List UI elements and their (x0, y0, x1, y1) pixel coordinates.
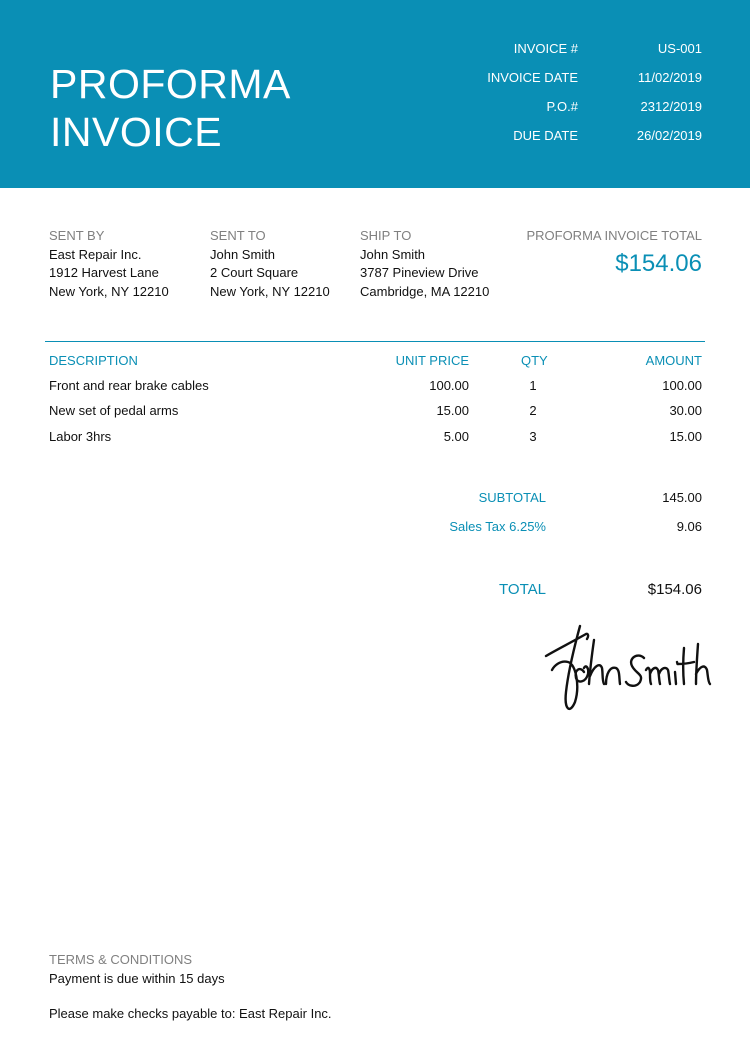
meta-value: 11/02/2019 (637, 70, 702, 85)
meta-due-date (0, 128, 750, 148)
sent-by-line-2: 1912 Harvest Lane (49, 265, 159, 280)
invoice-total-label: PROFORMA INVOICE TOTAL (526, 228, 702, 243)
total-label: TOTAL (499, 581, 546, 598)
sent-to-line-1: John Smith (210, 246, 276, 262)
subtotal-value: 145.00 (662, 490, 702, 505)
ship-to-line-2: 3787 Pineview Drive (360, 265, 479, 280)
invoice-total-amount: $154.06 (615, 249, 702, 277)
row-qty: 1 (529, 378, 537, 393)
row-unit-price: 15.00 (436, 403, 469, 418)
meta-value: 2312/2019 (640, 99, 702, 114)
sent-by-line-3: New York, NY 12210 (49, 283, 169, 299)
signature-image (540, 612, 715, 722)
meta-po-number (0, 99, 750, 119)
tax-label: Sales Tax 6.25% (449, 519, 546, 534)
row-amount: 15.00 (669, 429, 702, 444)
meta-value: US-001 (657, 41, 702, 56)
ship-to-label: SHIP TO (360, 228, 412, 243)
sent-to-label: SENT TO (210, 228, 266, 243)
terms-line-2: Please make checks payable to: East Repair Inc. (49, 1006, 332, 1021)
terms-line-1: Payment is due within 15 days (49, 970, 225, 986)
row-amount: 30.00 (669, 403, 702, 418)
row-qty: 3 (529, 429, 537, 444)
subtotal-label: SUBTOTAL (478, 490, 546, 505)
ship-to-block (360, 227, 489, 301)
row-qty: 2 (529, 403, 537, 418)
column-header-amount: AMOUNT (645, 353, 702, 368)
row-description: New set of pedal arms (49, 403, 179, 418)
meta-invoice-date (0, 70, 750, 90)
row-description: Labor 3hrs (49, 429, 112, 444)
invoice-header (0, 0, 750, 188)
row-unit-price: 100.00 (429, 378, 469, 393)
meta-invoice-number (0, 41, 750, 61)
column-header-unit-price: UNIT PRICE (395, 353, 469, 368)
row-amount: 100.00 (662, 378, 702, 393)
sent-to-line-3: New York, NY 12210 (210, 283, 330, 299)
sent-by-block (49, 227, 169, 301)
ship-to-line-1: John Smith (360, 246, 426, 262)
table-row (0, 403, 750, 423)
table-divider (45, 341, 705, 342)
invoice-total-block (526, 227, 702, 278)
row-description: Front and rear brake cables (49, 378, 209, 393)
total-value: $154.06 (647, 581, 702, 598)
terms-section (49, 951, 332, 1024)
title-line-1: PROFORMA (50, 61, 291, 107)
title-line-2: INVOICE (50, 109, 223, 155)
sent-by-line-1: East Repair Inc. (49, 246, 142, 262)
ship-to-line-3: Cambridge, MA 12210 (360, 283, 490, 299)
meta-label: P.O.# (546, 99, 578, 114)
sent-to-line-2: 2 Court Square (210, 265, 299, 280)
row-unit-price: 5.00 (443, 429, 469, 444)
terms-label: TERMS & CONDITIONS (49, 952, 193, 967)
tax-value: 9.06 (676, 519, 702, 534)
column-header-description: DESCRIPTION (49, 353, 138, 368)
meta-label: INVOICE DATE (487, 70, 578, 85)
meta-value: 26/02/2019 (636, 128, 702, 143)
table-row (0, 378, 750, 398)
meta-label: DUE DATE (513, 128, 578, 143)
sent-by-label: SENT BY (49, 228, 105, 243)
column-header-qty: QTY (521, 353, 548, 368)
sent-to-block (210, 227, 330, 301)
table-row (0, 429, 750, 449)
meta-label: INVOICE # (513, 41, 578, 56)
